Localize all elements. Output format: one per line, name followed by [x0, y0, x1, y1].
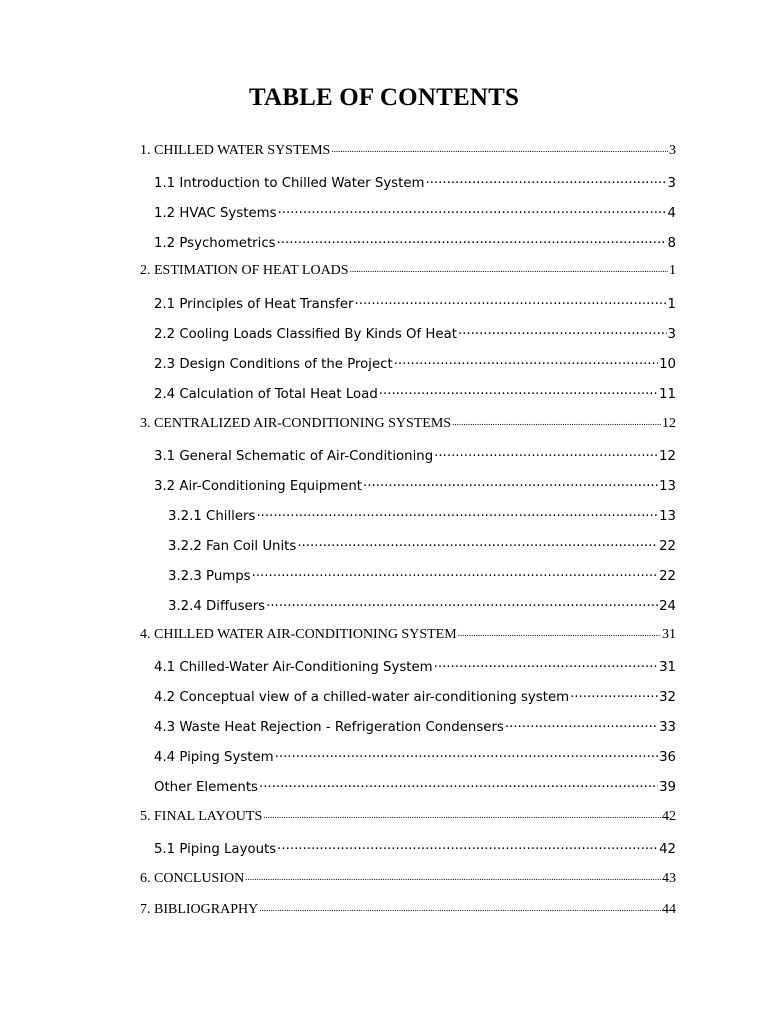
toc-leader — [245, 870, 661, 882]
toc-entry-text: 6. CONCLUSION — [140, 871, 245, 886]
toc-entry-3-2-3[interactable] — [168, 565, 676, 584]
toc-entry-text: 5.1 Piping Layouts — [154, 842, 277, 857]
toc-entry-text: 3.2.2 Fan Coil Units — [168, 539, 297, 554]
toc-page-number: 36 — [659, 750, 676, 765]
toc-entry-4-1[interactable] — [154, 656, 676, 675]
toc-entry-4-2[interactable] — [154, 686, 676, 705]
toc-entry-text: 2.3 Design Conditions of the Project — [154, 357, 393, 372]
toc-leader — [259, 776, 658, 791]
toc-entry-5-1[interactable] — [154, 838, 676, 857]
toc-page-number: 10 — [659, 357, 676, 372]
toc-entry-chapter-2[interactable] — [140, 262, 676, 279]
toc-entry-3-2-2[interactable] — [168, 535, 676, 554]
toc-leader — [297, 535, 658, 550]
toc-leader — [394, 353, 658, 368]
toc-entry-2-3[interactable] — [154, 353, 676, 372]
toc-leader — [275, 746, 658, 761]
toc-leader — [570, 686, 658, 701]
toc-leader — [259, 901, 661, 913]
toc-leader — [252, 565, 658, 580]
toc-page-number: 3 — [667, 327, 676, 342]
toc-entry-other-elements[interactable] — [154, 776, 676, 795]
toc-entry-text: 7. BIBLIOGRAPHY — [140, 902, 259, 917]
toc-page-number: 1 — [667, 297, 676, 312]
toc-leader — [458, 626, 661, 638]
toc-entry-text: 3.2 Air-Conditioning Equipment — [154, 479, 362, 494]
toc-entry-text: 1.2 HVAC Systems — [154, 206, 277, 221]
toc-page-number: 3 — [667, 176, 676, 191]
toc-page-number: 4 — [667, 206, 676, 221]
toc-leader — [434, 445, 658, 460]
toc-entry-1-2[interactable] — [154, 202, 676, 221]
toc-entry-text: 1. CHILLED WATER SYSTEMS — [140, 143, 331, 158]
toc-entry-2-4[interactable] — [154, 383, 676, 402]
toc-page-number: 43 — [662, 871, 676, 886]
toc-leader — [350, 262, 668, 274]
toc-entry-3-2-1[interactable] — [168, 505, 676, 524]
toc-page-number: 39 — [659, 780, 676, 795]
toc-entry-chapter-3[interactable] — [140, 415, 676, 432]
toc-page-number: 11 — [659, 387, 676, 402]
toc-page-number: 42 — [662, 809, 676, 824]
toc-page-number: 13 — [659, 479, 676, 494]
toc-leader — [434, 656, 658, 671]
toc-entry-text: 3. CENTRALIZED AIR-CONDITIONING SYSTEMS — [140, 416, 452, 431]
toc-leader — [263, 808, 661, 820]
toc-entry-3-1[interactable] — [154, 445, 676, 464]
toc-leader — [266, 595, 658, 610]
toc-entry-text: 4.1 Chilled-Water Air-Conditioning System — [154, 660, 433, 675]
toc-page-number: 33 — [659, 720, 676, 735]
toc-page-number: 12 — [659, 449, 676, 464]
toc-leader — [379, 383, 658, 398]
toc-entry-text: Other Elements — [154, 780, 258, 795]
toc-page-number: 32 — [659, 690, 676, 705]
toc-entry-text: 2.1 Principles of Heat Transfer — [154, 297, 354, 312]
toc-entry-text: 3.2.3 Pumps — [168, 569, 251, 584]
toc-entry-4-3[interactable] — [154, 716, 676, 735]
toc-entry-2-1[interactable] — [154, 293, 676, 312]
toc-leader — [425, 172, 666, 187]
toc-entry-4-4[interactable] — [154, 746, 676, 765]
toc-leader — [458, 323, 667, 338]
toc-entry-text: 2.4 Calculation of Total Heat Load — [154, 387, 378, 402]
toc-leader — [277, 838, 658, 853]
toc-entry-text: 4.4 Piping System — [154, 750, 274, 765]
toc-entry-text: 3.1 General Schematic of Air-Conditioning — [154, 449, 434, 464]
toc-entry-text: 5. FINAL LAYOUTS — [140, 809, 263, 824]
toc-entry-text: 2. ESTIMATION OF HEAT LOADS — [140, 263, 349, 278]
toc-page-number: 42 — [659, 842, 676, 857]
toc-entry-text: 4.2 Conceptual view of a chilled-water air-conditioning system — [154, 690, 570, 705]
toc-leader — [277, 232, 667, 247]
toc-page-number: 1 — [669, 263, 676, 278]
toc-page-number: 22 — [659, 539, 676, 554]
toc-entry-text: 1.1 Introduction to Chilled Water System — [154, 176, 425, 191]
toc-page-number: 31 — [662, 627, 676, 642]
toc-entry-text: 3.2.1 Chillers — [168, 509, 256, 524]
toc-leader — [331, 142, 668, 154]
toc-entry-2-2[interactable] — [154, 323, 676, 342]
toc-page-number: 13 — [659, 509, 676, 524]
toc-entry-chapter-7[interactable] — [140, 901, 676, 918]
toc-leader — [505, 716, 658, 731]
toc-entry-1-1[interactable] — [154, 172, 676, 191]
toc-leader — [363, 475, 658, 490]
toc-leader — [452, 415, 661, 427]
toc-page-number: 24 — [659, 599, 676, 614]
toc-page-number: 3 — [669, 143, 676, 158]
toc-entry-3-2[interactable] — [154, 475, 676, 494]
toc-page-number: 31 — [659, 660, 676, 675]
toc-entry-chapter-4[interactable] — [140, 626, 676, 643]
toc-leader — [355, 293, 667, 308]
toc-leader — [256, 505, 658, 520]
toc-leader — [278, 202, 667, 217]
toc-entry-chapter-1[interactable] — [140, 142, 676, 159]
toc-page-number: 44 — [662, 902, 676, 917]
toc-title: TABLE OF CONTENTS — [248, 84, 520, 111]
toc-entry-text: 4. CHILLED WATER AIR-CONDITIONING SYSTEM — [140, 627, 457, 642]
toc-page-number: 22 — [659, 569, 676, 584]
toc-entry-3-2-4[interactable] — [168, 595, 676, 614]
toc-entry-text: 1.2 Psychometrics — [154, 236, 276, 251]
toc-entry-1-2b[interactable] — [154, 232, 676, 251]
toc-entry-chapter-5[interactable] — [140, 808, 676, 825]
toc-entry-text: 4.3 Waste Heat Rejection - Refrigeration Condensers — [154, 720, 504, 735]
toc-page-number: 12 — [662, 416, 676, 431]
toc-page-number: 8 — [667, 236, 676, 251]
toc-entry-text: 2.2 Cooling Loads Classified By Kinds Of Heat — [154, 327, 457, 342]
toc-entry-text: 3.2.4 Diffusers — [168, 599, 266, 614]
toc-entry-chapter-6[interactable] — [140, 870, 676, 887]
